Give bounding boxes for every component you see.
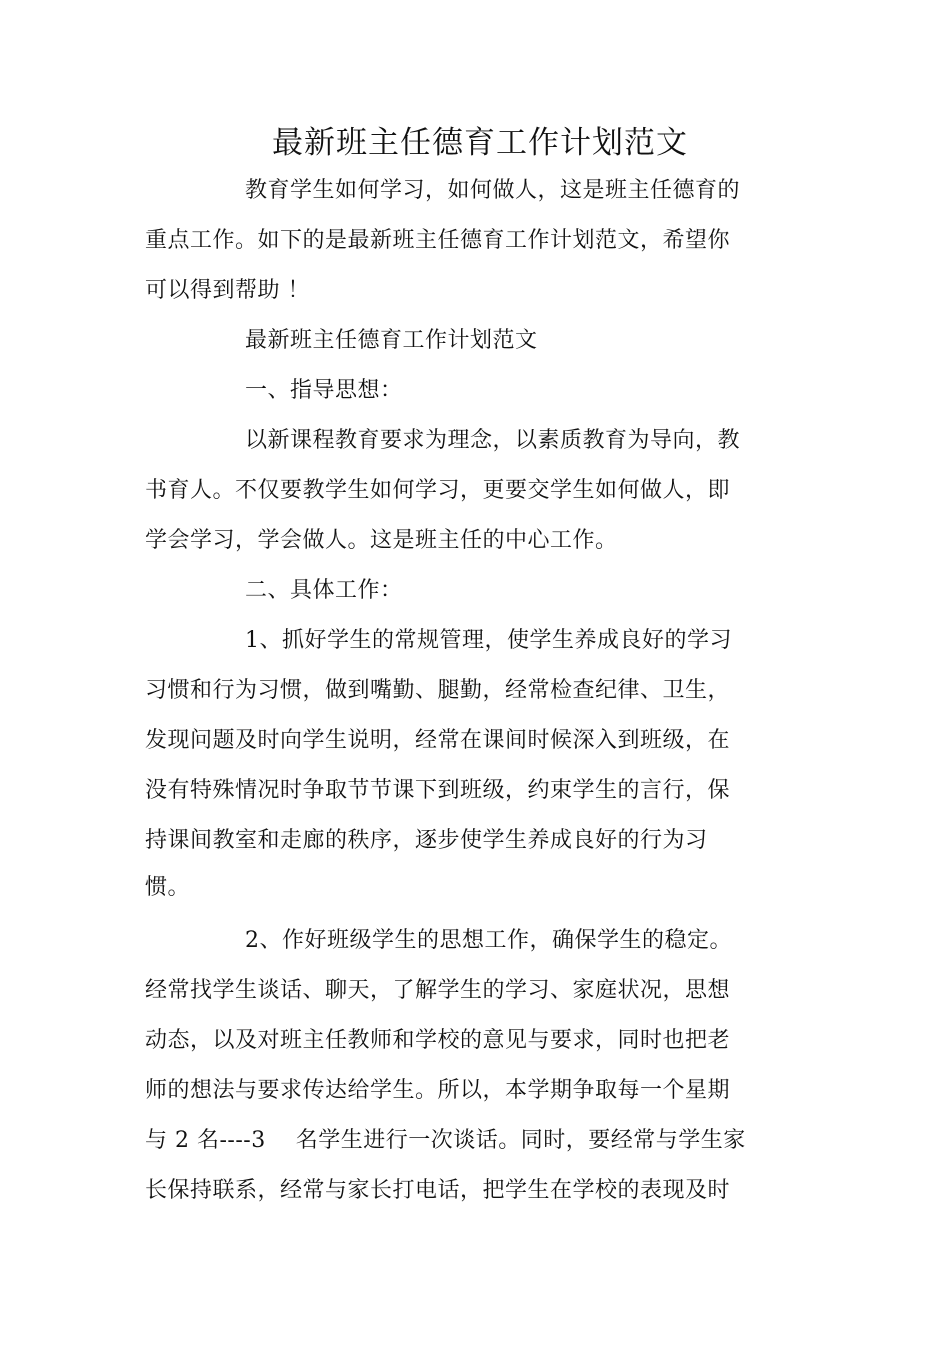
- paragraph-line: 2、作好班级学生的思想工作，确保学生的稳定。: [245, 928, 732, 953]
- paragraph-line: 长保持联系，经常与家长打电话，把学生在学校的表现及时: [145, 1178, 731, 1203]
- paragraph-line: 重点工作。如下的是最新班主任德育工作计划范文，希望你: [145, 228, 731, 253]
- paragraph-line: 1、抓好学生的常规管理，使学生养成良好的学习: [245, 628, 732, 653]
- paragraph-line: 可以得到帮助 ！: [145, 278, 310, 303]
- paragraph-line: 书育人。不仅要教学生如何学习，更要交学生如何做人，即: [145, 478, 731, 503]
- section-heading: 二、具体工作：: [245, 578, 403, 603]
- paragraph-line: 与 2 名----3 名学生进行一次谈话。同时，要经常与学生家: [145, 1128, 746, 1153]
- paragraph-line: 经常找学生谈话、聊天，了解学生的学习、家庭状况，思想: [145, 978, 731, 1003]
- paragraph-line: 没有特殊情况时争取节节课下到班级，约束学生的言行，保: [145, 778, 731, 803]
- paragraph-line: 持课间教室和走廊的秩序，逐步使学生养成良好的行为习: [145, 828, 708, 853]
- paragraph-line: 师的想法与要求传达给学生。所以，本学期争取每一个星期: [145, 1078, 731, 1103]
- section-heading: 最新班主任德育工作计划范文: [245, 328, 538, 353]
- section-heading: 一、指导思想：: [245, 378, 403, 403]
- paragraph-line: 教育学生如何学习，如何做人，这是班主任德育的: [245, 178, 741, 203]
- paragraph-line: 习惯和行为习惯，做到嘴勤、腿勤，经常检查纪律、卫生，: [145, 678, 731, 703]
- paragraph-line: 以新课程教育要求为理念，以素质教育为导向，教: [245, 428, 741, 453]
- paragraph-line: 发现问题及时向学生说明，经常在课间时候深入到班级，在: [145, 728, 731, 753]
- document-title: 最新班主任德育工作计划范文: [272, 125, 688, 161]
- paragraph-line: 学会学习，学会做人。这是班主任的中心工作。: [145, 528, 618, 553]
- paragraph-line: 动态，以及对班主任教师和学校的意见与要求，同时也把老: [145, 1028, 731, 1053]
- paragraph-line: 惯。: [145, 875, 191, 900]
